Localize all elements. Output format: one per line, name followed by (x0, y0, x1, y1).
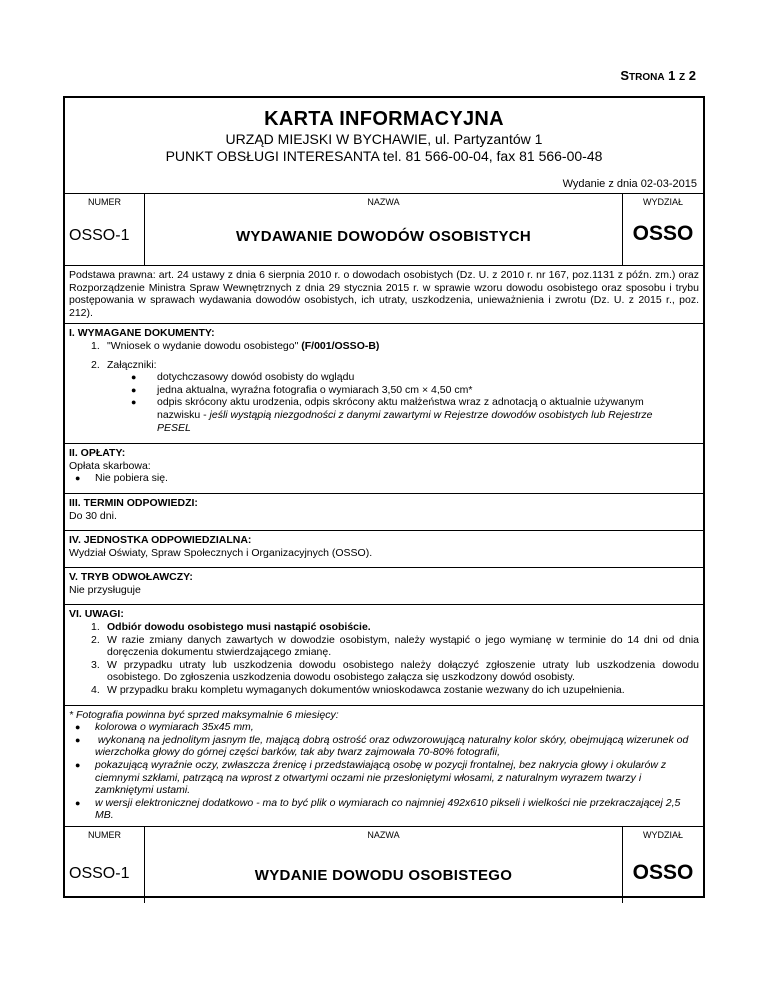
form-name: "Wniosek o wydanie dowodu osobistego" (107, 339, 299, 352)
bullet-text: odpis skrócony aktu urodzenia, odpis skrócony aktu małżeństwa wraz z adnotacją o aktualnie używanym nazwisku - (157, 396, 644, 421)
notes-section (65, 605, 703, 705)
section-heading: II. OPŁATY: (69, 447, 126, 460)
note-item (69, 684, 699, 697)
card-title: KARTA INFORMACYJNA (264, 108, 504, 130)
required-documents (65, 324, 703, 444)
note-text: W przypadku braku kompletu wymaganych dokumentów wnioskodawca zostanie wezwany do ich uzupełnienia. (107, 684, 625, 697)
bullet-icon: ● (75, 797, 81, 808)
list-item (69, 359, 699, 372)
section-heading: III. TERMIN ODPOWIEDZI: (69, 496, 198, 509)
appeal-text: Nie przysługuje (69, 583, 141, 596)
bullet-text: dotychczasowy dowód osobisty do wglądu (157, 371, 355, 384)
bullet-icon: ● (75, 734, 81, 745)
term-text: Do 30 dni. (69, 509, 117, 522)
nazwa-cell (145, 827, 623, 903)
info-card (63, 96, 705, 898)
bullet-item (69, 759, 699, 797)
section-heading: V. TRYB ODWOŁAWCZY: (69, 571, 193, 584)
note-item (69, 659, 699, 684)
bullet-text: jedna aktualna, wyraźna fotografia o wymiarach 3,50 cm × 4,50 cm* (157, 383, 473, 396)
bullet-item (69, 797, 699, 822)
note-item (69, 634, 699, 659)
item-number: 1. (91, 339, 100, 352)
section-heading: I. WYMAGANE DOKUMENTY: (69, 327, 215, 340)
bullet-icon: ● (75, 722, 81, 733)
nazwa-cell (145, 194, 623, 265)
nazwa-label: NAZWA (367, 197, 400, 207)
photo-heading: * Fotografia powinna być sprzed maksymalnie 6 miesięcy: (69, 708, 339, 721)
bullet-item (69, 472, 699, 485)
bullet-icon: ● (75, 760, 81, 770)
unit-text: Wydział Oświaty, Spraw Społecznych i Organizacyjnych (OSSO). (69, 546, 373, 559)
numer-label: NUMER (88, 197, 121, 207)
numer-cell (65, 194, 145, 265)
bullet-item (69, 721, 699, 734)
card-header (65, 98, 703, 194)
photo-requirements (65, 706, 703, 827)
fees-section (65, 444, 703, 494)
wydzial-label: WYDZIAŁ (642, 197, 683, 207)
fee-value: Nie pobiera się. (95, 472, 168, 485)
bullet-condition: jeśli wystąpią niezgodności z danymi zawartymi w Rejestrze dowodów osobistych lub Rejestrze PESEL (157, 408, 653, 434)
bullet-item (69, 384, 699, 397)
item-number: 4. (91, 684, 100, 697)
office-contact: PUNKT OBSŁUGI INTERESANTA tel. 81 566-00-04, fax 81 566-00-48 (165, 148, 603, 164)
term-section (65, 494, 703, 531)
legal-basis-text: Podstawa prawna: art. 24 ustawy z dnia 6 sierpnia 2010 r. o dowodach osobistych (Dz. U. z 2010 r. nr 167, poz.1131 z późn. zm.) oraz Rozporządzenie Ministra Spraw Wewnętrznych z dnia 29 stycznia 2015 r. w sprawie wzoru dowodu osobistego oraz sposobu i trybu postępowania w sprawach wydawania dowodów osobistych, ich utraty, uszkodzenia, unieważnienia i zwrotu (Dz. U. z 2015 r., poz. 212). (69, 269, 699, 319)
nazwa-value: WYDAWANIE DOWODÓW OSOBISTYCH (235, 228, 532, 245)
fee-label: Opłata skarbowa: (69, 459, 151, 472)
photo-req-text: pokazującą wyraźnie oczy, zwłaszcza źrenicę i przedstawiającą osobę w pozycji frontalnej, bez nakrycia głowy i okularów z ciemnymi szkłami, patrzącą na wprost z otwartymi oczami nie przesłoniętymi włosami, z naturalnym wyrazem twarzy i zamkniętymi ustami. (95, 759, 667, 797)
bullet-icon: ● (131, 384, 137, 395)
numer-value: OSSO-1 (69, 227, 130, 244)
bullet-icon: ● (131, 372, 137, 383)
page-total: 2 (688, 68, 696, 83)
wydzial-label: WYDZIAŁ (642, 829, 683, 840)
page-word: TRONA (628, 72, 665, 83)
item-number: 2. (91, 633, 100, 646)
list-item (69, 340, 699, 353)
numer-cell (65, 827, 145, 903)
attachments-label: Załączniki: (107, 358, 157, 371)
wydzial-value: OSSO (632, 860, 694, 884)
id-row-bottom (65, 827, 703, 903)
item-number: 3. (91, 658, 100, 671)
numer-value: OSSO-1 (69, 864, 130, 882)
bullet-item (69, 371, 699, 384)
page-number (620, 68, 696, 83)
bullet-item (69, 396, 699, 434)
item-number: 2. (91, 358, 100, 371)
numer-label: NUMER (88, 829, 121, 840)
photo-req-text: kolorowa o wymiarach 35x45 mm, (95, 721, 254, 734)
bullet-icon: ● (131, 397, 137, 408)
photo-req-text: w wersji elektronicznej dodatkowo - ma to być plik o wymiarach co najmniej 492x610 pikseli i wielkości nie przekraczającej 2,5 MB. (95, 796, 681, 822)
id-row-top (65, 194, 703, 266)
page-prefix: S (620, 68, 629, 83)
item-number: 1. (91, 621, 100, 634)
wydzial-cell (623, 827, 703, 903)
note-text: Odbiór dowodu osobistego musi nastąpić osobiście. (107, 621, 371, 634)
appeal-section (65, 568, 703, 605)
wydzial-cell (623, 194, 703, 265)
bullet-item (69, 734, 699, 759)
legal-basis (65, 266, 703, 324)
bullet-icon: ● (75, 473, 81, 484)
page-current: 1 (668, 68, 676, 83)
note-text: W razie zmiany danych zawartych w dowodzie osobistym, należy wystąpić o jego wymianę w terminie do 14 dni od dnia doręczenia dokumentu stwierdzającego zmianę. (107, 633, 699, 659)
office-address: URZĄD MIEJSKI W BYCHAWIE, ul. Partyzantów 1 (225, 131, 543, 147)
unit-section (65, 531, 703, 568)
nazwa-value: WYDANIE DOWODU OSOBISTEGO (254, 866, 513, 884)
section-heading: VI. UWAGI: (69, 608, 124, 621)
issue-date: Wydanie z dnia 02-03-2015 (562, 178, 697, 190)
photo-req-text: wykonaną na jednolitym jasnym tle, mającą dobrą ostrość oraz odwzorowującą naturalny kolor skóry, obejmującą wizerunek od wierzchołka głowy do górnej części barków, tak aby twarz zajmowała 70-80% fotografii, (95, 733, 692, 759)
section-heading: IV. JEDNOSTKA ODPOWIEDZIALNA: (69, 534, 252, 547)
form-code: (F/001/OSSO-B) (301, 339, 380, 352)
page-of: Z (679, 72, 686, 83)
note-text: W przypadku utraty lub uszkodzenia dowodu osobistego należy dołączyć zgłoszenie utraty lub uszkodzenia dowodu osobistego. Do zgłoszenia uszkodzenia dowodu osobistego załącza się uszkodzony dowód osobisty. (107, 658, 699, 684)
nazwa-label: NAZWA (367, 829, 400, 840)
note-item (69, 621, 699, 634)
wydzial-value: OSSO (632, 222, 694, 245)
